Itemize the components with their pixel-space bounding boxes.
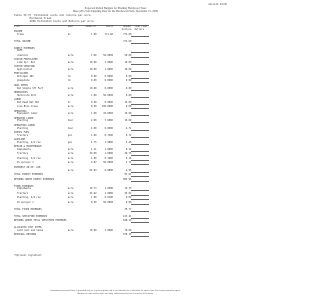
item-name: Equipment labor bbox=[17, 112, 38, 116]
footer-trademark: Mention of trade names does not imply endorsement by the University of Kentucky. bbox=[77, 292, 154, 295]
section-title: CUSTOM SPRAYING bbox=[14, 65, 35, 69]
item-amount: 70.00 bbox=[124, 228, 132, 232]
item-quantity: 0.00 bbox=[91, 105, 97, 109]
your-farm-blank bbox=[131, 113, 149, 116]
item-amount: 50.00 bbox=[124, 53, 132, 57]
your-farm-unit: dollars bbox=[134, 27, 145, 31]
section-title: DIESEL FUEL bbox=[14, 131, 30, 135]
item-price: 1.0000 bbox=[104, 67, 113, 71]
item-quantity: 0.07 bbox=[91, 161, 97, 165]
section-title: TOTAL DIRECT EXPENSES bbox=[14, 173, 44, 177]
section-amount: 771.60 bbox=[123, 39, 132, 43]
your-farm-blank bbox=[131, 69, 149, 72]
your-farm-blank bbox=[131, 120, 149, 123]
item-amount: 15.00 bbox=[124, 119, 132, 123]
section-amount: 87.64 bbox=[124, 173, 132, 177]
item-price: 1.0000 bbox=[104, 228, 113, 232]
item-price: 7.6000 bbox=[104, 119, 113, 123]
item-name: chemical bbox=[17, 53, 29, 57]
your-farm-blank bbox=[131, 209, 149, 212]
page-footer bbox=[0, 290, 231, 295]
item-amount: 0.16 bbox=[125, 156, 132, 160]
item-name: Planting, 2/4 row bbox=[17, 196, 41, 200]
item-name: DAFE bbox=[17, 49, 23, 53]
section-amount: 683.96 bbox=[123, 177, 132, 181]
item-quantity: 1.00 bbox=[91, 93, 97, 97]
page-title bbox=[0, 7, 231, 13]
section-title: HERBICIDES bbox=[14, 91, 28, 95]
item-name: Implements bbox=[17, 147, 31, 151]
section-amount: 123.41 bbox=[123, 214, 132, 218]
item-name: Land rent and taxes bbox=[17, 228, 44, 232]
your-farm-blank bbox=[131, 142, 149, 145]
your-farm-blank bbox=[131, 149, 149, 152]
item-unit: acre bbox=[67, 105, 74, 109]
item-name: Planting bbox=[17, 126, 29, 130]
section-amount: 578.19 bbox=[123, 233, 132, 237]
item-quantity: 10.00 bbox=[89, 67, 97, 71]
your-farm-blank bbox=[131, 135, 149, 138]
item-name: Nitrogen 46% bbox=[17, 74, 34, 78]
your-farm-blank bbox=[131, 202, 149, 205]
item-quantity: 20.00 bbox=[89, 152, 97, 156]
section-title: OPERATOR LABOR bbox=[14, 116, 34, 120]
item-amount: 0.00 bbox=[125, 93, 132, 97]
item-price: 0.0190 bbox=[104, 196, 113, 200]
section-title: OPERATING bbox=[14, 109, 27, 113]
item-amount: 0.00 bbox=[125, 105, 132, 109]
your-farm-blank bbox=[131, 174, 149, 177]
your-farm-blank bbox=[131, 50, 149, 53]
item-price: 1.9800 bbox=[104, 140, 113, 144]
item-quantity: 1.00 bbox=[91, 53, 97, 57]
col-your-farm: YOUR FARM bbox=[134, 25, 147, 28]
item-price: 0.1600 bbox=[104, 156, 113, 160]
item-amount: 25.02 bbox=[124, 191, 132, 195]
footnote: *Optional ingredient bbox=[14, 254, 42, 257]
item-price: 50.0000 bbox=[103, 93, 113, 97]
item-name: Planting, 2/4 row bbox=[17, 156, 41, 160]
item-unit: acre bbox=[67, 156, 74, 160]
item-unit: acre bbox=[67, 93, 74, 97]
item-amount: 2.71 bbox=[125, 126, 132, 130]
section-title: DIRECT EXPENSES bbox=[14, 46, 35, 50]
item-price: 1.0000 bbox=[104, 191, 113, 195]
item-unit: acre bbox=[67, 53, 74, 57]
section-title: TOTAL INCOME bbox=[14, 39, 31, 43]
item-quantity: 0.60 bbox=[91, 100, 97, 104]
table-caption: Table 39.37 Estimated costs and returns per acre bbox=[14, 14, 91, 17]
item-price: 100.0000 bbox=[101, 105, 113, 109]
item-unit: acre bbox=[67, 161, 74, 165]
your-farm-blank bbox=[131, 179, 149, 182]
section-title: GASOLINE bbox=[14, 138, 26, 142]
item-unit: acre bbox=[67, 67, 74, 71]
your-farm-entry[interactable] bbox=[131, 234, 154, 239]
residual-returns-row bbox=[14, 234, 154, 239]
item-unit: acre bbox=[67, 228, 74, 232]
section-title: TOTAL SPECIFIED EXPENSES bbox=[14, 214, 48, 218]
item-price: 1.0000 bbox=[104, 60, 113, 64]
item-quantity: 1.00 bbox=[91, 156, 97, 160]
your-farm-blank bbox=[131, 128, 149, 131]
section-title: LABOR bbox=[14, 98, 21, 102]
your-farm-blank bbox=[131, 230, 149, 233]
item-amount: 20.76 bbox=[124, 152, 132, 156]
col-amount: AMOUNT bbox=[123, 25, 132, 28]
your-farm-blank bbox=[131, 102, 149, 105]
item-unit: gal bbox=[67, 140, 73, 144]
your-farm-blank bbox=[131, 80, 149, 83]
amount-unit: dollars bbox=[121, 27, 132, 31]
section-amount: 35.77 bbox=[124, 207, 132, 211]
section-title: FERTILIZER bbox=[14, 72, 28, 76]
item-price: 0.0000 bbox=[104, 100, 113, 104]
item-name: Application bbox=[17, 67, 33, 71]
your-farm-blank bbox=[131, 62, 149, 65]
item-price: 50.0000 bbox=[103, 161, 113, 165]
item-price: 1.0000 bbox=[104, 152, 113, 156]
item-unit: hour bbox=[67, 119, 74, 123]
item-price: 0.0000 bbox=[104, 86, 113, 90]
section-title: RETURNS ABOVE DIRECT EXPENSES bbox=[14, 177, 55, 181]
page-title-line-2: Base pH x Soil Sampling Rate for the Hardwood Field, November 15, 2006 bbox=[73, 10, 158, 14]
item-name: Trees bbox=[17, 32, 24, 36]
item-quantity: 0.00 bbox=[91, 79, 97, 83]
item-unit: acre bbox=[67, 200, 74, 204]
table-header-block bbox=[14, 14, 144, 23]
item-unit: acre bbox=[67, 168, 74, 172]
section-title: REPAIR & MAINTENANCE bbox=[14, 145, 42, 149]
item-quantity: 10.00 bbox=[89, 60, 97, 64]
item-amount: 0.02 bbox=[125, 196, 132, 200]
item-amount: 0.00 bbox=[125, 74, 132, 78]
item-quantity: 1.00 bbox=[91, 133, 97, 137]
item-amount: 3.46 bbox=[125, 140, 132, 144]
item-quantity: 1.00 bbox=[91, 196, 97, 200]
item-amount: 0.11 bbox=[125, 147, 132, 151]
item-unit: acre bbox=[67, 86, 74, 90]
your-farm-blank bbox=[131, 188, 149, 191]
your-farm-blank bbox=[131, 88, 149, 91]
your-farm-blank bbox=[131, 55, 149, 58]
col-quantity: QUANTITY bbox=[85, 25, 97, 28]
item-name: Implements bbox=[17, 187, 31, 191]
item-quantity: 1.11 bbox=[91, 147, 97, 151]
item-amount: 15.00 bbox=[124, 100, 132, 104]
item-quantity: 0.00 bbox=[91, 200, 97, 204]
section-title: ALLOCATED COST ITEMS bbox=[14, 226, 42, 230]
item-amount: 0.00 bbox=[125, 86, 132, 90]
item-unit: lb bbox=[67, 79, 71, 83]
item-unit: hour bbox=[67, 126, 74, 130]
your-farm-blank bbox=[131, 162, 149, 165]
item-price: 50.0000 bbox=[103, 53, 113, 57]
item-unit: Ac bbox=[67, 32, 71, 36]
your-farm-blank bbox=[131, 216, 149, 219]
item-name: Ret Head Ret Hat bbox=[17, 100, 40, 104]
your-farm-blank bbox=[131, 234, 149, 237]
col-price: PRICE bbox=[106, 25, 113, 28]
item-unit: lb bbox=[67, 74, 71, 78]
item-price: 10.0000 bbox=[103, 112, 113, 116]
item-quantity: 70.00 bbox=[89, 228, 97, 232]
your-farm-blank bbox=[131, 34, 149, 37]
col-unit: UNIT bbox=[67, 25, 74, 28]
item-amount: 3.74 bbox=[125, 161, 132, 165]
item-amount: 10.73 bbox=[124, 187, 132, 191]
table-subject: Hardwood Trees bbox=[14, 17, 52, 21]
your-farm-blank bbox=[131, 153, 149, 156]
empty-cell bbox=[97, 234, 113, 239]
item-unit: acre bbox=[67, 147, 74, 151]
item-quantity: 0.00 bbox=[91, 74, 97, 78]
empty-cell bbox=[82, 234, 96, 239]
section-title: TOTAL FIXED EXPENSES bbox=[14, 207, 42, 211]
item-name: Lime Spr. Ret bbox=[17, 60, 35, 64]
item-amount: 0.00 bbox=[125, 200, 132, 204]
item-quantity: 62.83 bbox=[89, 168, 97, 172]
item-quantity: 1.00 bbox=[91, 112, 97, 116]
item-unit: hr bbox=[67, 100, 71, 104]
item-name: Planting bbox=[17, 119, 29, 123]
your-farm-blank bbox=[131, 106, 149, 109]
item-quantity: 1.00 bbox=[91, 32, 97, 36]
item-unit: acre bbox=[67, 152, 74, 156]
section-title: FIXED EXPENSES bbox=[14, 184, 34, 188]
your-farm-blank bbox=[131, 193, 149, 196]
item-price: 0.0000 bbox=[104, 74, 113, 78]
col-item: ITEM bbox=[14, 25, 20, 28]
section-title: RESIDUAL RETURNS bbox=[14, 233, 37, 237]
footer-disclaimer: Information presented here is provided only as a general guide and is not intended as a substitute for advice from the county extension agent. bbox=[50, 290, 181, 292]
item-quantity: 4.00 bbox=[91, 126, 97, 130]
item-name: Ret Simple Sft Fert bbox=[17, 86, 44, 90]
item-name: phosphate bbox=[17, 79, 30, 83]
item-quantity: 1.75 bbox=[91, 140, 97, 144]
your-farm-blank bbox=[131, 220, 149, 223]
your-farm-blank bbox=[131, 76, 149, 79]
document-reference: AE-J144, 6/1/06 bbox=[208, 3, 227, 6]
item-name: Live Bros Crews bbox=[17, 105, 38, 109]
item-name: Pu sprayer 1 bbox=[17, 161, 34, 165]
item-name: Tractors bbox=[17, 152, 29, 156]
item-name: Herbicide Unit bbox=[17, 93, 37, 97]
section-title: HAUL SEEDS bbox=[14, 83, 28, 87]
item-unit: acre bbox=[67, 196, 74, 200]
section-title: INCOME bbox=[14, 30, 23, 34]
your-farm-blank bbox=[131, 95, 149, 98]
item-name: Pu sprayer 1 bbox=[17, 200, 34, 204]
item-unit: acre bbox=[67, 112, 74, 116]
item-price: 1.0000 bbox=[104, 187, 113, 191]
item-price: 0.7200 bbox=[104, 133, 113, 137]
empty-cell bbox=[68, 234, 82, 239]
section-title: RETURNS ABOVE TOTAL SPECIFIED EXPENSES bbox=[14, 219, 67, 223]
item-price: 771.60 bbox=[104, 32, 113, 36]
your-farm-blank bbox=[131, 41, 149, 44]
item-price: 1.0000 bbox=[104, 147, 113, 151]
item-price: 0.0800 bbox=[104, 168, 113, 172]
item-price: 0.0000 bbox=[104, 126, 113, 130]
budget-table bbox=[14, 26, 154, 239]
item-amount: 771.60 bbox=[123, 32, 132, 36]
your-farm-blank bbox=[131, 158, 149, 161]
section-amount: 648.19 bbox=[123, 219, 132, 223]
your-farm-blank bbox=[131, 197, 149, 200]
page-title-line-1: Projected Partial Budgets for Planting Hardwood Trees bbox=[84, 7, 147, 10]
section-title: INTEREST ON OP. CAP. bbox=[14, 166, 42, 170]
item-quantity: 2.00 bbox=[91, 119, 97, 123]
item-amount: 4.95 bbox=[125, 168, 132, 172]
section-title: OPERATING LABOR bbox=[14, 124, 35, 127]
item-quantity: 10.00 bbox=[89, 86, 97, 90]
item-name: Tractors bbox=[17, 133, 29, 137]
item-price: 50.0000 bbox=[103, 200, 113, 204]
item-amount: 10.00 bbox=[124, 112, 132, 116]
item-name: Tractors bbox=[17, 191, 29, 195]
item-quantity: 25.02 bbox=[89, 191, 97, 195]
item-name: Planting, 2/4 row bbox=[17, 140, 41, 144]
your-farm-blank bbox=[131, 170, 149, 173]
section-title: CUSTOM FERTILIZER bbox=[14, 58, 38, 62]
item-unit: gal bbox=[67, 133, 73, 137]
item-amount: 10.00 bbox=[124, 60, 132, 64]
item-amount: 0.72 bbox=[125, 133, 132, 137]
item-price: 0.0000 bbox=[104, 79, 113, 83]
item-amount: 10.00 bbox=[124, 67, 132, 71]
item-unit: acre bbox=[67, 60, 74, 64]
item-unit: acre bbox=[67, 187, 74, 191]
item-unit: acre bbox=[67, 191, 74, 195]
item-amount: 0.00 bbox=[125, 79, 132, 83]
table-subtitle: 2006 Estimated Costs and Returns per Acre bbox=[14, 20, 94, 24]
item-quantity: 10.73 bbox=[89, 187, 97, 191]
